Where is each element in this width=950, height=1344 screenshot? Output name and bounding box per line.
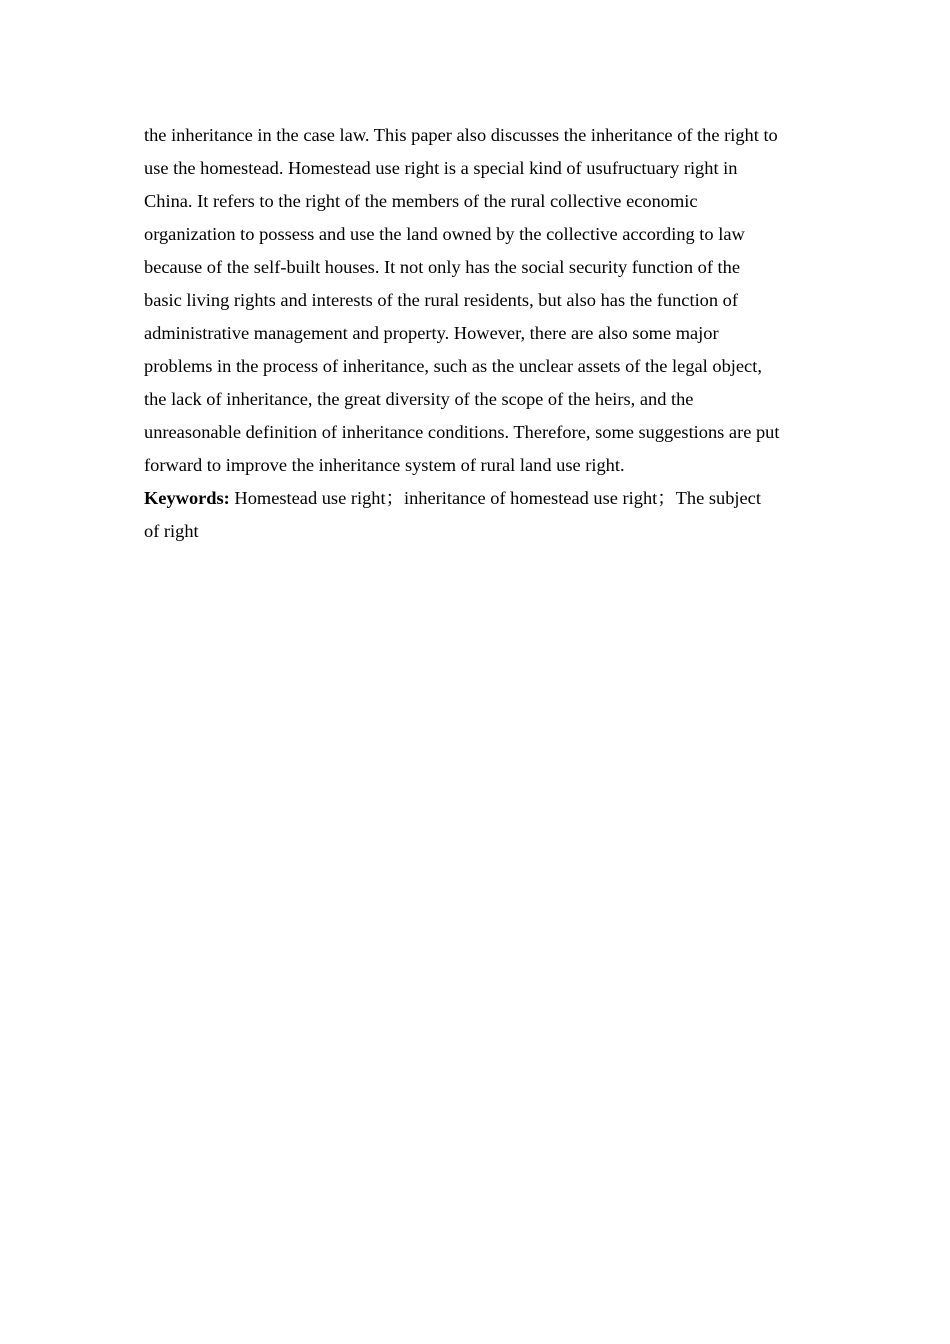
abstract-line: administrative management and property. However, there are also some major [144,323,719,343]
abstract-line: the lack of inheritance, the great diversity of the scope of the heirs, and the [144,389,694,409]
abstract-line: organization to possess and use the land owned by the collective according to law [144,224,745,244]
abstract-line: problems in the process of inheritance, such as the unclear assets of the legal object, [144,356,762,376]
keywords-label: Keywords: [144,488,230,508]
abstract-line: because of the self-built houses. It not only has the social security function of the [144,257,741,277]
abstract-line: forward to improve the inheritance system of rural land use right. [144,455,625,475]
abstract-line: the inheritance in the case law. This paper also discusses the inheritance of the right to [144,125,778,145]
abstract-line: unreasonable definition of inheritance conditions. Therefore, some suggestions are put [144,422,780,442]
abstract-line: basic living rights and interests of the rural residents, but also has the function of [144,290,738,310]
keywords-text: Homestead use right；inheritance of homestead use right；The subject [229,488,761,508]
keywords-line [144,482,808,515]
abstract-body [144,119,808,548]
abstract-line: use the homestead. Homestead use right is a special kind of usufructuary right in [144,158,738,178]
abstract-line: China. It refers to the right of the members of the rural collective economic [144,191,698,211]
keywords-line-continued: of right [144,521,199,541]
